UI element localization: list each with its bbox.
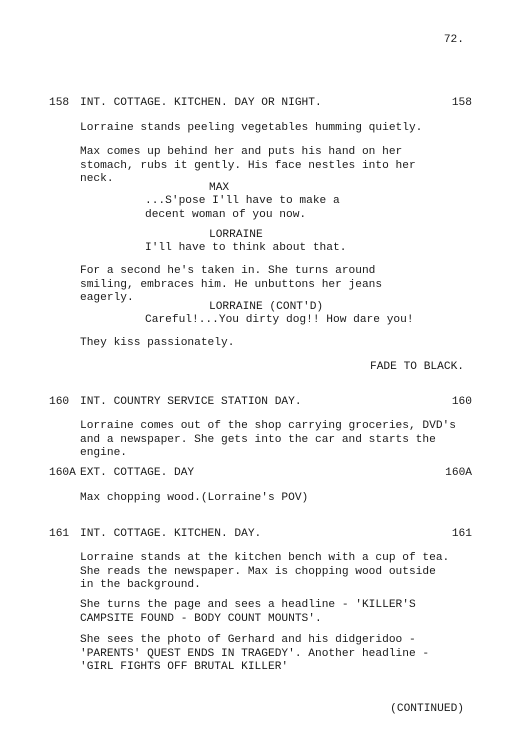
continued-marker: (CONTINUED) bbox=[390, 703, 464, 715]
character-name: LORRAINE (CONT'D) bbox=[209, 301, 324, 313]
scene-heading: EXT. COTTAGE. DAY bbox=[80, 467, 195, 479]
dialogue-line: I'll have to think about that. bbox=[145, 242, 347, 254]
page-number: 72. bbox=[443, 34, 464, 46]
scene-heading: INT. COTTAGE. KITCHEN. DAY OR NIGHT. bbox=[80, 97, 322, 109]
dialogue-line: ...S'pose I'll have to make a decent woman of you now. bbox=[145, 195, 340, 221]
scene-number-left: 158 bbox=[49, 97, 70, 109]
scene-number-right: 161 bbox=[451, 528, 472, 540]
scene-heading: INT. COTTAGE. KITCHEN. DAY. bbox=[80, 528, 262, 540]
scene-number-right: 160 bbox=[451, 396, 472, 408]
action-line: She sees the photo of Gerhard and his didgeridoo - 'PARENTS' QUEST ENDS IN TRAGEDY'. Another headline - 'GIRL FIGHTS OFF BRUTAL KILLER' bbox=[80, 634, 430, 673]
action-line: Lorraine stands at the kitchen bench with a cup of tea. She reads the newspaper. Max is chopping wood outside in the background. bbox=[80, 552, 450, 591]
scene-number-right: 158 bbox=[451, 97, 472, 109]
action-line: She turns the page and sees a headline - 'KILLER'S CAMPSITE FOUND - BODY COUNT MOUNTS'. bbox=[80, 599, 416, 625]
action-line: They kiss passionately. bbox=[80, 337, 235, 349]
action-line: Lorraine comes out of the shop carrying groceries, DVD's and a newspaper. She gets into the car and starts the engine. bbox=[80, 420, 456, 459]
scene-number-left: 160A bbox=[49, 467, 76, 479]
action-line: Lorraine stands peeling vegetables humming quietly. bbox=[80, 122, 423, 134]
scene-number-right: 160A bbox=[445, 467, 472, 479]
scene-number-left: 160 bbox=[49, 396, 70, 408]
action-line: Max comes up behind her and puts his hand on her stomach, rubs it gently. His face nestles into her neck. bbox=[80, 146, 416, 185]
dialogue-line: Careful!...You dirty dog!! How dare you! bbox=[145, 314, 414, 326]
scene-heading: INT. COUNTRY SERVICE STATION DAY. bbox=[80, 396, 302, 408]
character-name: LORRAINE bbox=[209, 229, 263, 241]
scene-number-left: 161 bbox=[49, 528, 70, 540]
action-line: Max chopping wood.(Lorraine's POV) bbox=[80, 492, 309, 504]
transition: FADE TO BLACK. bbox=[370, 361, 464, 373]
action-line: For a second he's taken in. She turns around smiling, embraces him. He unbuttons her jeans eagerly. bbox=[80, 265, 383, 304]
character-name: MAX bbox=[209, 182, 230, 194]
